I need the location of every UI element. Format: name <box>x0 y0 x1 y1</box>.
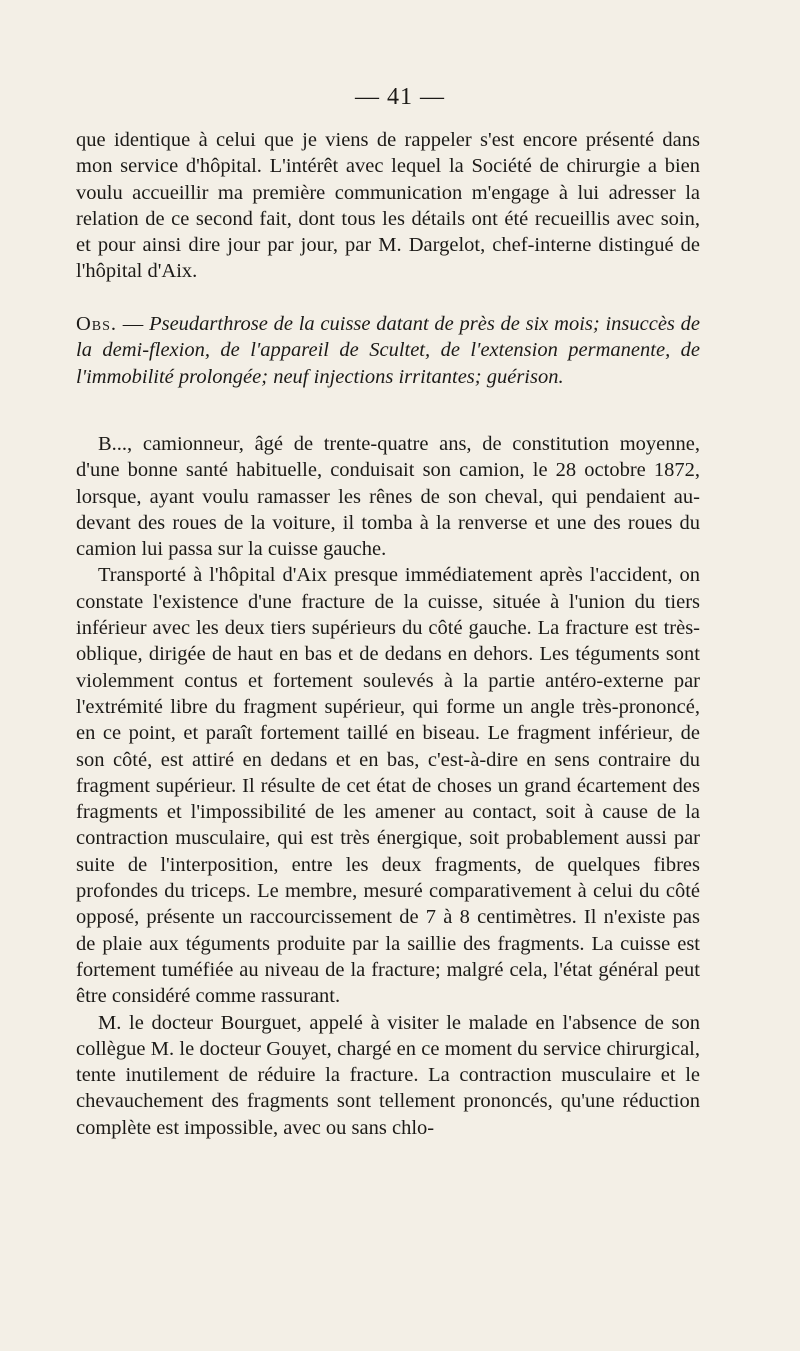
observation-line <box>76 311 700 390</box>
paragraph-patient-history: B..., camionneur, âgé de trente-quatre ans, de constitution moyenne, d'une bonne santé habituelle, conduisait son camion, le 28 octobre 1872, lorsque, ayant voulu ramasser les rênes de son cheval, qui pendaient au-devant des roues de la voiture, il tomba à la renverse et une des roues du camion lui passa sur la cuisse gauche. <box>76 433 700 561</box>
opening-paragraph: que identique à celui que je viens de rappeler s'est encore présenté dans mon service d'hôpital. L'intérêt avec lequel la Société de chirurgie a bien voulu accueillir ma première communication m'engage à lui adresser la relation de ce second fait, dont tous les détails ont été recueillis avec soin, et pour ainsi dire jour par jour, par M. Dargelot, chef-interne distingué de l'hôpital d'Aix. <box>76 129 700 283</box>
case-description <box>76 431 700 1141</box>
paragraph-reduction-attempt: M. le docteur Bourguet, appelé à visiter le malade en l'absence de son collègue M. le docteur Gouyet, chargé en ce moment du service chirurgical, tente inutilement de réduire la fracture. La contraction musculaire et le chevauchement des fragments sont tellement prononcés, qu'une réduction complète est impossible, avec ou sans chlo- <box>76 1011 700 1139</box>
observation-separator: — <box>117 313 150 335</box>
observation-heading <box>76 311 700 390</box>
paragraph-fracture-findings: Transporté à l'hôpital d'Aix presque immédiatement après l'accident, on constate l'existence d'une fracture de la cuisse, située à l'union du tiers inférieur avec les deux tiers supérieurs du côté gauche. La fracture est très-oblique, dirigée de haut en bas et de dedans en dehors. Les téguments sont violemment contus et fortement soulevés à la partie antéro-externe par l'extrémité libre du fragment supérieur, qui forme un angle très-prononcé, en ce point, et paraît fortement taillé en biseau. Le fragment inférieur, de son côté, est attiré en dedans et en bas, c'est-à-dire en sens contraire du fragment supérieur. Il résulte de cet état de choses un grand écartement des fragments et l'impossibilité de les amener au contact, soit à cause de la contraction musculaire, qui est très énergique, soit probablement aussi par suite de l'interposition, entre les deux fragments, de quelques fibres profondes du triceps. Le membre, mesuré comparativement à celui du côté opposé, présente un raccourcissement de 7 à 8 centimètres. Il n'existe pas de plaie aux téguments produite par la saillie des fragments. La cuisse est fortement tuméfiée au niveau de la fracture; malgré cela, l'état général peut être considéré comme rassurant. <box>76 564 700 1008</box>
opening-paragraph-block <box>76 127 700 285</box>
observation-label: Obs. <box>76 313 118 335</box>
observation-title: Pseudarthrose de la cuisse datant de près de six mois; insuccès de la demi-flexion, de l'appareil de Scultet, de l'extension permanente, de l'immobilité prolongée; neuf injections irritantes; guérison. <box>76 313 700 388</box>
page-number: — 41 — <box>355 84 445 110</box>
